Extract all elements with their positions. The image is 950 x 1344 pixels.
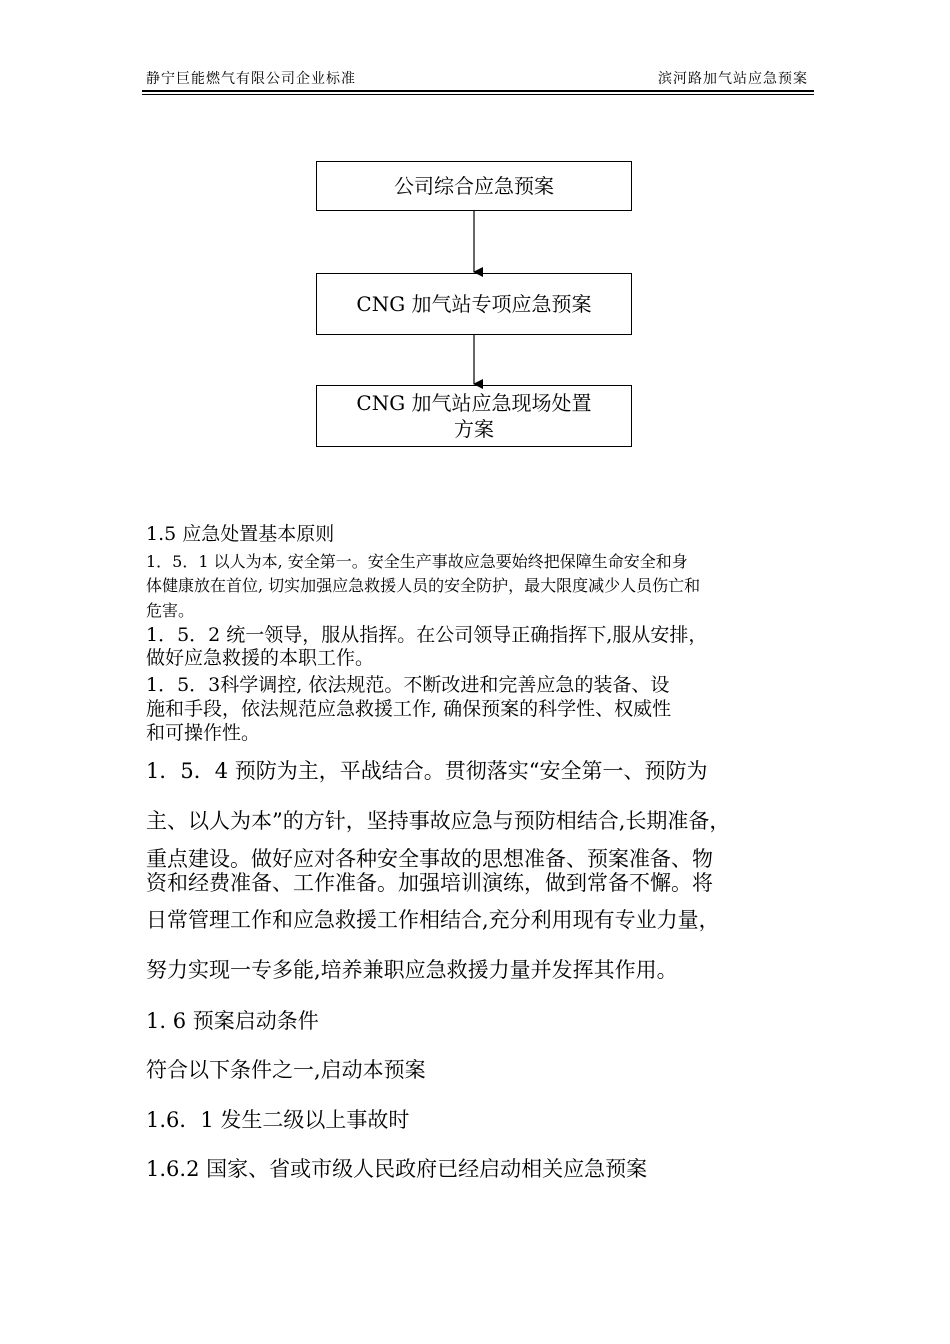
item-1-6-1: 1.6．1 发生二级以上事故时: [146, 1108, 410, 1132]
para-1-5-4-line6: 努力实现一专多能,培养兼职应急救援力量并发挥其作用。: [146, 958, 678, 982]
para-1-5-4-line1: 1．5．4 预防为主，平战结合。贯彻落实“安全第一、预防为: [146, 759, 708, 783]
para-1-5-3-line3: 和可操作性。: [146, 722, 261, 744]
para-1-5-3-line1: 1．5．3科学调控, 依法规范。不断改进和完善应急的装备、设: [146, 674, 670, 696]
para-1-5-4-line3: 重点建设。做好应对各种安全事故的思想准备、预案准备、物: [146, 847, 713, 871]
para-1-5-4-line4: 资和经费准备、工作准备。加强培训演练，做到常备不懈。将: [146, 871, 713, 895]
para-1-5-1-line3: 危害。: [146, 601, 195, 620]
para-1-5-2-line1: 1．5．2 统一领导，服从指挥。在公司领导正确指挥下,服从安排，: [146, 624, 708, 646]
header-doc-title: 滨河路加气站应急预案: [658, 71, 808, 87]
flow-box-company-plan: [316, 161, 632, 211]
para-1-5-2-line2: 做好应急救援的本职工作。: [146, 647, 375, 669]
header-company: 静宁巨能燃气有限公司企业标准: [146, 71, 356, 87]
section-1-6-title: 1. 6 预案启动条件: [146, 1009, 319, 1033]
section-1-6-intro: 符合以下条件之一,启动本预案: [146, 1058, 426, 1082]
para-1-5-1-line1: 1．5．1 以人为本, 安全第一。安全生产事故应急要始终把保障生命安全和身: [146, 552, 688, 571]
flow-box-3-label-line1: CNG 加气站应急现场处置: [356, 391, 592, 415]
para-1-5-3-line2: 施和手段，依法规范应急救援工作, 确保预案的科学性、权威性: [146, 698, 672, 720]
flow-box-onsite-plan: [316, 385, 632, 447]
flow-box-3-label-line2: 方案: [454, 417, 494, 441]
flow-box-1-label: 公司综合应急预案: [394, 174, 554, 198]
para-1-5-1-line2: 体健康放在首位, 切实加强应急救援人员的安全防护，最大限度减少人员伤亡和: [146, 576, 701, 595]
para-1-5-4-line2: 主、以人为本”的方针，坚持事故应急与预防相结合,长期准备，: [146, 809, 731, 833]
flow-box-special-plan: [316, 273, 632, 335]
flow-box-2-label: CNG 加气站专项应急预案: [356, 292, 592, 316]
para-1-5-4-line5: 日常管理工作和应急救援工作相结合,充分利用现有专业力量，: [146, 908, 720, 932]
item-1-6-2: 1.6.2 国家、省或市级人民政府已经启动相关应急预案: [146, 1157, 648, 1181]
section-1-5-title: 1.5 应急处置基本原则: [146, 523, 335, 545]
